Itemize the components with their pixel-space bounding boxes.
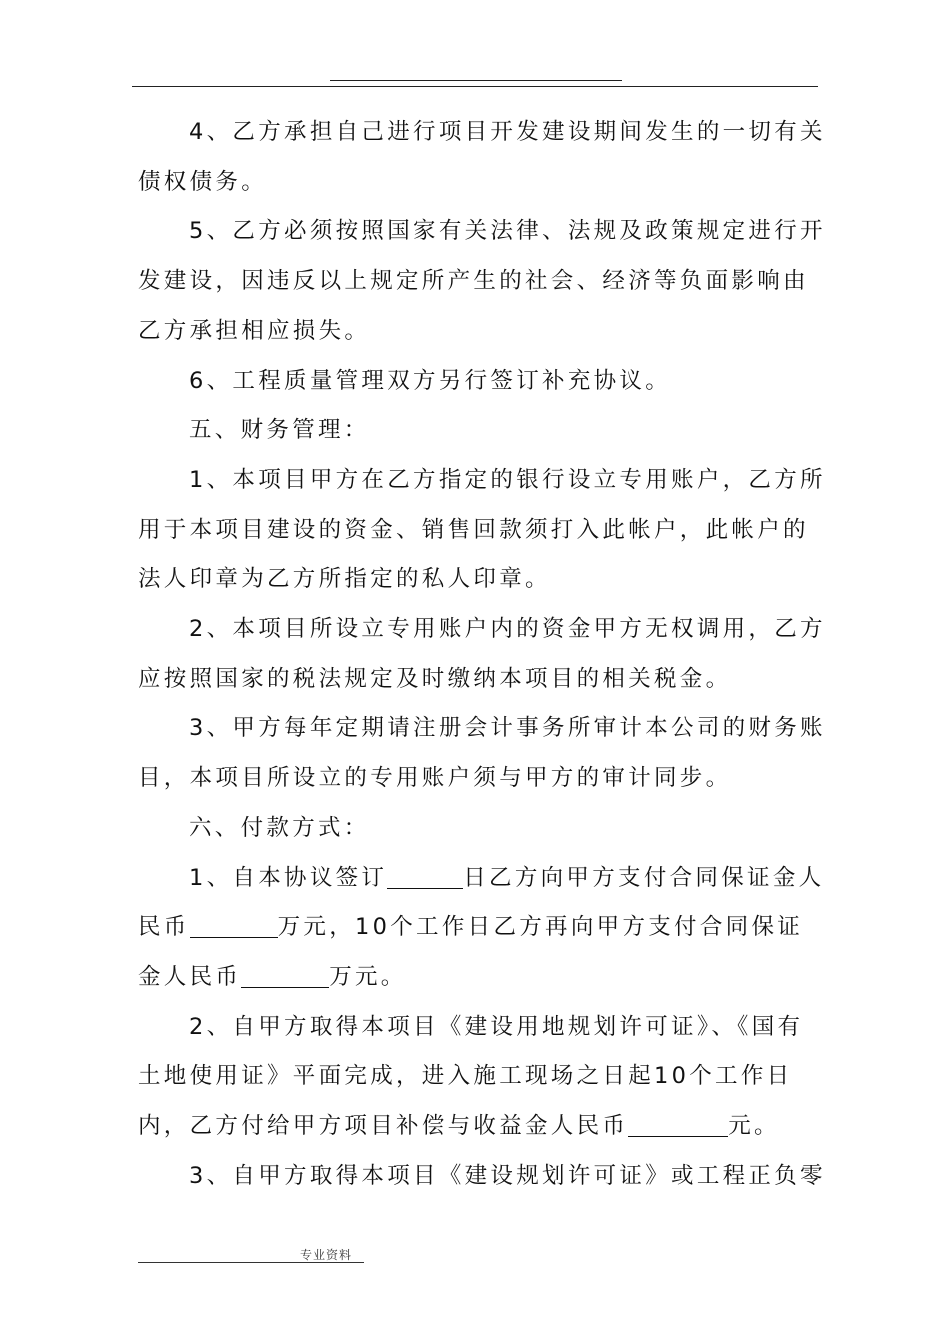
- footer-label: 专业资料: [300, 1248, 353, 1262]
- payment-clause-2-part-b: 元。: [728, 1113, 780, 1140]
- finance-clause-2: 2、本项目所设立专用账户内的资金甲方无权调用，乙方应按照国家的税法规定及时缴纳本项目的相关税金。: [138, 616, 826, 692]
- header-rule: [132, 86, 818, 87]
- header-short-rule: [330, 80, 622, 81]
- clause-6: 6、工程质量管理双方另行签订补充协议。: [189, 367, 672, 394]
- payment-clause-1-part-d: 万元。: [329, 963, 407, 990]
- payment-clause-1-part-a: 1、自本协议签订: [189, 864, 388, 891]
- document-body: [138, 108, 828, 1201]
- section-heading-payment: 六、付款方式：: [189, 814, 370, 841]
- blank-compensation-amount[interactable]: [628, 1111, 728, 1137]
- clause-4: 4、乙方承担自己进行项目开发建设期间发生的一切有关债权债务。: [138, 119, 826, 195]
- payment-clause-1-part-c: 万元，10个工作日乙方再向甲方支付合同保证金人民币: [138, 914, 804, 990]
- payment-clause-2-part-a: 2、自甲方取得本项目《建设用地规划许可证》、《国有土地使用证》平面完成，进入施工现场之日起10个工作日内，乙方付给甲方项目补偿与收益金人民币: [138, 1013, 804, 1140]
- finance-clause-1: 1、本项目甲方在乙方指定的银行设立专用账户，乙方所用于本项目建设的资金、销售回款须打入此帐户，此帐户的法人印章为乙方所指定的私人印章。: [138, 466, 826, 593]
- section-heading-finance: 五、财务管理：: [189, 417, 370, 444]
- payment-clause-1-part-b: 日乙方向甲方支付合同保证金人民币: [138, 864, 825, 941]
- payment-clause-1: [138, 854, 828, 1003]
- payment-clause-3: 3、自甲方取得本项目《建设规划许可证》或工程正负零: [189, 1162, 826, 1189]
- blank-day-field[interactable]: [387, 863, 463, 889]
- blank-deposit-amount-2[interactable]: [241, 962, 329, 988]
- blank-deposit-amount-1[interactable]: [190, 913, 278, 939]
- payment-clause-2: [138, 1003, 828, 1152]
- clause-5: 5、乙方必须按照国家有关法律、法规及政策规定进行开发建设，因违反以上规定所产生的社会、经济等负面影响由乙方承担相应损失。: [138, 218, 826, 344]
- finance-clause-3: 3、甲方每年定期请注册会计事务所审计本公司的财务账目，本项目所设立的专用账户须与甲方的审计同步。: [138, 715, 826, 792]
